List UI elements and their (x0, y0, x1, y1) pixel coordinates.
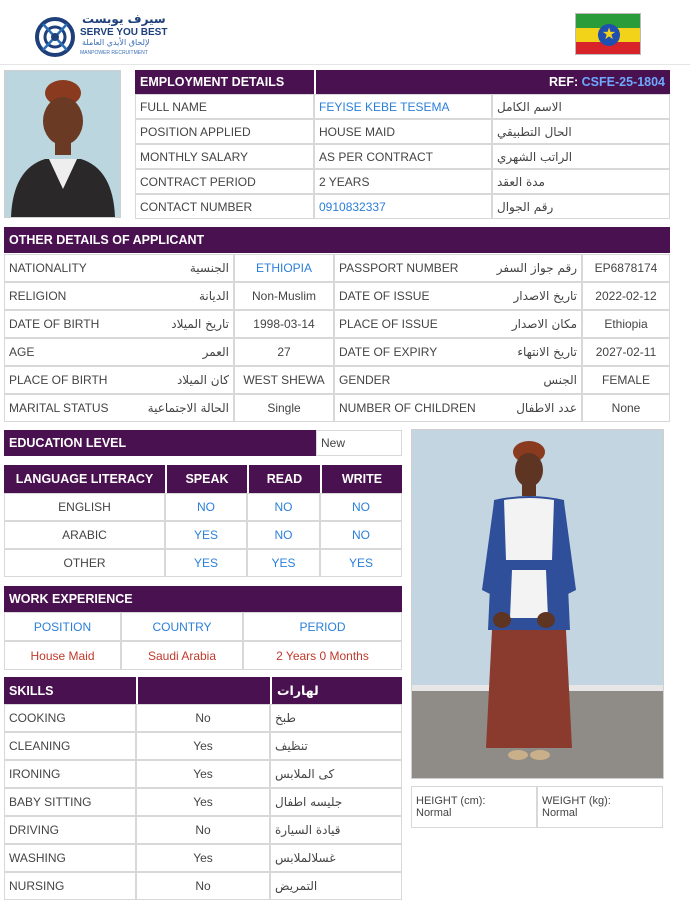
english-read: NO (247, 493, 320, 521)
marital-status-label: MARITAL STATUS (9, 401, 109, 415)
logo-arabic-name: سيرف يوبست (82, 12, 166, 26)
monthly-salary-label: MONTHLY SALARY (135, 144, 314, 169)
gender-label-cell (334, 366, 582, 394)
height-cell (411, 786, 537, 828)
skill-baby-sitting-arabic: جليسه اطفال (270, 788, 402, 816)
logo-english-subtitle: MANPOWER RECRUITMENT (80, 50, 148, 56)
skill-baby-sitting: BABY SITTING (4, 788, 136, 816)
language-arabic: ARABIC (4, 521, 165, 549)
place-of-birth-arabic: كان الميلاد (176, 373, 229, 387)
header-divider (0, 64, 690, 65)
logo-english-name: SERVE YOU BEST (80, 27, 168, 38)
date-of-issue-label: DATE OF ISSUE (339, 289, 430, 303)
position-applied-label: POSITION APPLIED (135, 119, 314, 144)
arabic-write: NO (320, 521, 402, 549)
contact-number-arabic: رقم الجوال (492, 194, 670, 219)
date-of-expiry-label: DATE OF EXPIRY (339, 345, 438, 359)
religion-label-cell (4, 282, 234, 310)
place-of-issue-value: Ethiopia (582, 310, 670, 338)
ref-value: CSFE-25-1804 (581, 75, 665, 89)
religion-label: RELIGION (9, 289, 67, 303)
contact-number-value[interactable]: 0910832337 (314, 194, 492, 219)
gender-value: FEMALE (582, 366, 670, 394)
full-name-arabic: الاسم الكامل (492, 94, 670, 119)
position-applied-arabic: الحال التطبيقي (492, 119, 670, 144)
work-experience-header: WORK EXPERIENCE (4, 586, 402, 612)
work-country-value: Saudi Arabia (121, 641, 243, 670)
gender-arabic: الجنس (543, 373, 577, 387)
skill-nursing-value: No (136, 872, 270, 900)
place-of-issue-label: PLACE OF ISSUE (339, 317, 438, 331)
contact-number-label: CONTACT NUMBER (135, 194, 314, 219)
skill-driving-arabic: قيادة السيارة (270, 816, 402, 844)
marital-status-value: Single (234, 394, 334, 422)
skill-nursing-arabic: التمريض (270, 872, 402, 900)
read-header: READ (247, 465, 320, 493)
education-level-header: EDUCATION LEVEL (4, 430, 316, 456)
logo-arabic-subtitle: لإلحاق الأيدي العاملة (82, 38, 150, 47)
reference-header (314, 70, 670, 94)
nationality-arabic: الجنسية (189, 261, 229, 275)
skill-cooking-value: No (136, 704, 270, 732)
other-read: YES (247, 549, 320, 577)
passport-number-arabic: رقم جواز السفر (496, 261, 577, 275)
date-of-birth-arabic: تاريخ الميلاد (171, 317, 229, 331)
nationality-label-cell (4, 254, 234, 282)
religion-value: Non-Muslim (234, 282, 334, 310)
passport-number-label-cell (334, 254, 582, 282)
speak-header: SPEAK (165, 465, 247, 493)
contract-period-label: CONTRACT PERIOD (135, 169, 314, 194)
place-of-birth-value: WEST SHEWA (234, 366, 334, 394)
language-literacy-header: LANGUAGE LITERACY (4, 465, 165, 493)
skill-cleaning-arabic: تنظيف (270, 732, 402, 760)
date-of-issue-value: 2022-02-12 (582, 282, 670, 310)
skills-header: SKILLS (4, 677, 136, 704)
skill-cleaning: CLEANING (4, 732, 136, 760)
skill-driving: DRIVING (4, 816, 136, 844)
skill-cleaning-value: Yes (136, 732, 270, 760)
gender-label: GENDER (339, 373, 391, 387)
english-write: NO (320, 493, 402, 521)
arabic-speak: YES (165, 521, 247, 549)
profile-photo (4, 70, 121, 218)
work-period-header: PERIOD (243, 612, 402, 641)
date-of-expiry-label-cell (334, 338, 582, 366)
other-speak: YES (165, 549, 247, 577)
nationality-value: ETHIOPIA (234, 254, 334, 282)
number-of-children-value: None (582, 394, 670, 422)
language-other: OTHER (4, 549, 165, 577)
place-of-birth-label: PLACE OF BIRTH (9, 373, 108, 387)
nationality-label: NATIONALITY (9, 261, 87, 275)
date-of-birth-value: 1998-03-14 (234, 310, 334, 338)
work-position-header: POSITION (4, 612, 121, 641)
contract-period-value: 2 YEARS (314, 169, 492, 194)
number-of-children-label: NUMBER OF CHILDREN (339, 401, 476, 415)
skill-washing: WASHING (4, 844, 136, 872)
skill-baby-sitting-value: Yes (136, 788, 270, 816)
skill-ironing-value: Yes (136, 760, 270, 788)
write-header: WRITE (320, 465, 402, 493)
marital-status-arabic: الحالة الاجتماعية (147, 401, 229, 415)
work-country-header: COUNTRY (121, 612, 243, 641)
monthly-salary-value: AS PER CONTRACT (314, 144, 492, 169)
skill-ironing-arabic: كى الملابس (270, 760, 402, 788)
age-label: AGE (9, 345, 35, 359)
passport-number-value: EP6878174 (582, 254, 670, 282)
work-period-value: 2 Years 0 Months (243, 641, 402, 670)
weight-label: WEIGHT (kg): (542, 795, 611, 807)
age-label-cell (4, 338, 234, 366)
work-position-value: House Maid (4, 641, 121, 670)
skill-driving-value: No (136, 816, 270, 844)
skill-washing-value: Yes (136, 844, 270, 872)
passport-number-label: PASSPORT NUMBER (339, 261, 459, 275)
date-of-issue-arabic: تاريخ الاصدار (513, 289, 577, 303)
age-value: 27 (234, 338, 334, 366)
number-of-children-arabic: عدد الاطفال (516, 401, 577, 415)
weight-cell (537, 786, 663, 828)
other-write: YES (320, 549, 402, 577)
education-level-value: New (316, 430, 402, 456)
date-of-expiry-arabic: تاريخ الانتهاء (517, 345, 577, 359)
date-of-birth-label-cell (4, 310, 234, 338)
full-body-photo (411, 429, 664, 779)
date-of-issue-label-cell (334, 282, 582, 310)
skill-ironing: IRONING (4, 760, 136, 788)
skill-cooking-arabic: طبخ (270, 704, 402, 732)
height-label: HEIGHT (cm): (416, 795, 486, 807)
full-name-label: FULL NAME (135, 94, 314, 119)
other-details-header: OTHER DETAILS OF APPLICANT (4, 227, 670, 253)
skills-header-arabic: لهارات (270, 677, 402, 704)
date-of-expiry-value: 2027-02-11 (582, 338, 670, 366)
skill-washing-arabic: غسلالملابس (270, 844, 402, 872)
religion-arabic: الديانة (198, 289, 229, 303)
position-applied-value: HOUSE MAID (314, 119, 492, 144)
full-name-value: FEYISE KEBE TESEMA (314, 94, 492, 119)
skill-cooking: COOKING (4, 704, 136, 732)
employment-details-header: EMPLOYMENT DETAILS (135, 70, 314, 94)
contract-period-arabic: مدة العقد (492, 169, 670, 194)
ref-label: REF: (548, 75, 579, 89)
skills-header-blank (136, 677, 270, 704)
weight-value: Normal (542, 807, 578, 819)
number-of-children-label-cell (334, 394, 582, 422)
arabic-read: NO (247, 521, 320, 549)
place-of-issue-arabic: مكان الاصدار (511, 317, 577, 331)
monthly-salary-arabic: الراتب الشهري (492, 144, 670, 169)
marital-status-label-cell (4, 394, 234, 422)
skill-nursing: NURSING (4, 872, 136, 900)
height-value: Normal (416, 807, 452, 819)
english-speak: NO (165, 493, 247, 521)
ethiopia-flag-icon: ★ (575, 13, 641, 55)
language-english: ENGLISH (4, 493, 165, 521)
date-of-birth-label: DATE OF BIRTH (9, 317, 100, 331)
place-of-issue-label-cell (334, 310, 582, 338)
age-arabic: العمر (202, 345, 229, 359)
place-of-birth-label-cell (4, 366, 234, 394)
